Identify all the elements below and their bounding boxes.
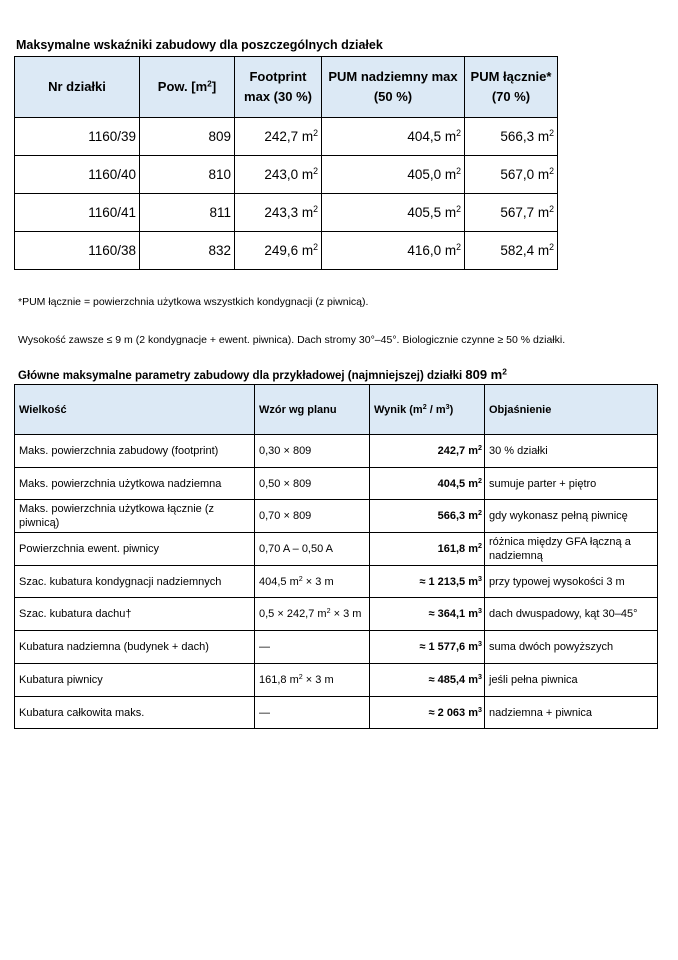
- cell-quantity: Maks. powierzchnia zabudowy (footprint): [15, 435, 255, 468]
- cell-footprint: 243,0 $m^2$: [235, 156, 322, 194]
- cell-plot-number: 1160/38: [15, 232, 140, 270]
- cell-explanation: gdy wykonasz pełną piwnicę: [485, 500, 658, 533]
- cell-formula: 404,5 $m^2 \times 3$ m: [255, 566, 370, 598]
- cell-pum-total: 567,7 $m^2$: [465, 194, 558, 232]
- cell-result: ≈ 1 213,5 $m^3$: [370, 566, 485, 598]
- cell-result: ≈ 1 577,6 $m^3$: [370, 631, 485, 664]
- building-parameters-table: [14, 384, 658, 729]
- cell-explanation: różnica między GFA łączną a nadziemną: [485, 533, 658, 566]
- cell-quantity: Powierzchnia ewent. piwnicy: [15, 533, 255, 566]
- col-header-plot-number: Nr działki: [15, 57, 140, 118]
- cell-formula: —: [255, 697, 370, 729]
- cell-explanation: przy typowej wysokości 3 m: [485, 566, 658, 598]
- col-header-explanation: Objaśnienie: [485, 385, 658, 435]
- cell-result: 566,3 $m^2$: [370, 500, 485, 533]
- cell-result: ≈ 2 063 $m^3$: [370, 697, 485, 729]
- cell-formula: 0,5 × 242,7 $m^2 \times 3$ m: [255, 598, 370, 631]
- cell-pum-above: 416,0 $m^2$: [322, 232, 465, 270]
- cell-formula: 0,30 × 809: [255, 435, 370, 468]
- cell-result: ≈ 364,1 $m^3$: [370, 598, 485, 631]
- table-row: [15, 118, 558, 156]
- cell-quantity: Kubatura piwnicy: [15, 664, 255, 697]
- table-row: [15, 156, 558, 194]
- cell-quantity: Szac. kubatura kondygnacji nadziemnych: [15, 566, 255, 598]
- note-height-roof: Wysokość zawsze ≤ 9 m (2 kondygnacje + ewent. piwnica). Dach stromy 30°–45°. Biologicznie czynne ≥ 50 % działki.: [18, 334, 566, 346]
- cell-explanation: dach dwuspadowy, kąt 30–45°: [485, 598, 658, 631]
- cell-pum-total: 582,4 $m^2$: [465, 232, 558, 270]
- cell-footprint: 243,3 $m^2$: [235, 194, 322, 232]
- col-header-pum-total: PUM łącznie* (70 %): [465, 57, 558, 118]
- table-header-row: [15, 57, 558, 118]
- table-row: [15, 232, 558, 270]
- cell-footprint: 242,7 $m^2$: [235, 118, 322, 156]
- cell-explanation: sumuje parter + piętro: [485, 468, 658, 500]
- cell-explanation: 30 % działki: [485, 435, 658, 468]
- col-header-result: Wynik $(m^2 / m^3)$: [370, 385, 485, 435]
- cell-formula: 0,70 A – 0,50 A: [255, 533, 370, 566]
- table-header-row: [15, 385, 658, 435]
- cell-pum-total: 567,0 $m^2$: [465, 156, 558, 194]
- cell-quantity: Maks. powierzchnia użytkowa nadziemna: [15, 468, 255, 500]
- table-row: [15, 533, 658, 566]
- table-row: [15, 566, 658, 598]
- cell-explanation: nadziemna + piwnica: [485, 697, 658, 729]
- table-row: [15, 435, 658, 468]
- cell-pum-above: 405,0 $m^2$: [322, 156, 465, 194]
- cell-area: 810: [140, 156, 235, 194]
- cell-explanation: jeśli pełna piwnica: [485, 664, 658, 697]
- cell-area: 809: [140, 118, 235, 156]
- cell-result: ≈ 485,4 $m^3$: [370, 664, 485, 697]
- col-header-pum-above: PUM nadziemny max (50 %): [322, 57, 465, 118]
- cell-quantity: Kubatura całkowita maks.: [15, 697, 255, 729]
- plot-indicators-table: [14, 56, 558, 270]
- cell-pum-total: 566,3 $m^2$: [465, 118, 558, 156]
- table-row: [15, 697, 658, 729]
- col-header-formula: Wzór wg planu: [255, 385, 370, 435]
- cell-quantity: Maks. powierzchnia użytkowa łącznie (z piwnicą): [15, 500, 255, 533]
- cell-area: 811: [140, 194, 235, 232]
- table-row: [15, 664, 658, 697]
- col-header-footprint: Footprint max (30 %): [235, 57, 322, 118]
- cell-explanation: suma dwóch powyższych: [485, 631, 658, 664]
- cell-pum-above: 405,5 $m^2$: [322, 194, 465, 232]
- table-row: [15, 468, 658, 500]
- col-header-quantity: Wielkość: [15, 385, 255, 435]
- table-row: [15, 500, 658, 533]
- cell-plot-number: 1160/39: [15, 118, 140, 156]
- table-row: [15, 598, 658, 631]
- cell-area: 832: [140, 232, 235, 270]
- cell-footprint: 249,6 $m^2$: [235, 232, 322, 270]
- cell-quantity: Kubatura nadziemna (budynek + dach): [15, 631, 255, 664]
- cell-formula: 161,8 $m^2 \times 3$ m: [255, 664, 370, 697]
- cell-result: 242,7 $m^2$: [370, 435, 485, 468]
- table2-title: Główne maksymalne parametry zabudowy dla przykładowej (najmniejszej) działki 809 $m^2$: [18, 366, 507, 382]
- footnote-pum: *PUM łącznie = powierzchnia użytkowa wszystkich kondygnacji (z piwnicą).: [18, 296, 369, 308]
- cell-formula: 0,50 × 809: [255, 468, 370, 500]
- cell-result: 404,5 $m^2$: [370, 468, 485, 500]
- cell-result: 161,8 $m^2$: [370, 533, 485, 566]
- table1-title: Maksymalne wskaźniki zabudowy dla poszczególnych działek: [16, 38, 383, 52]
- cell-quantity: Szac. kubatura dachu†: [15, 598, 255, 631]
- cell-plot-number: 1160/40: [15, 156, 140, 194]
- cell-plot-number: 1160/41: [15, 194, 140, 232]
- table-row: [15, 194, 558, 232]
- table-row: [15, 631, 658, 664]
- col-header-area: Pow. $[m^2]$: [140, 57, 235, 118]
- cell-formula: —: [255, 631, 370, 664]
- cell-formula: 0,70 × 809: [255, 500, 370, 533]
- cell-pum-above: 404,5 $m^2$: [322, 118, 465, 156]
